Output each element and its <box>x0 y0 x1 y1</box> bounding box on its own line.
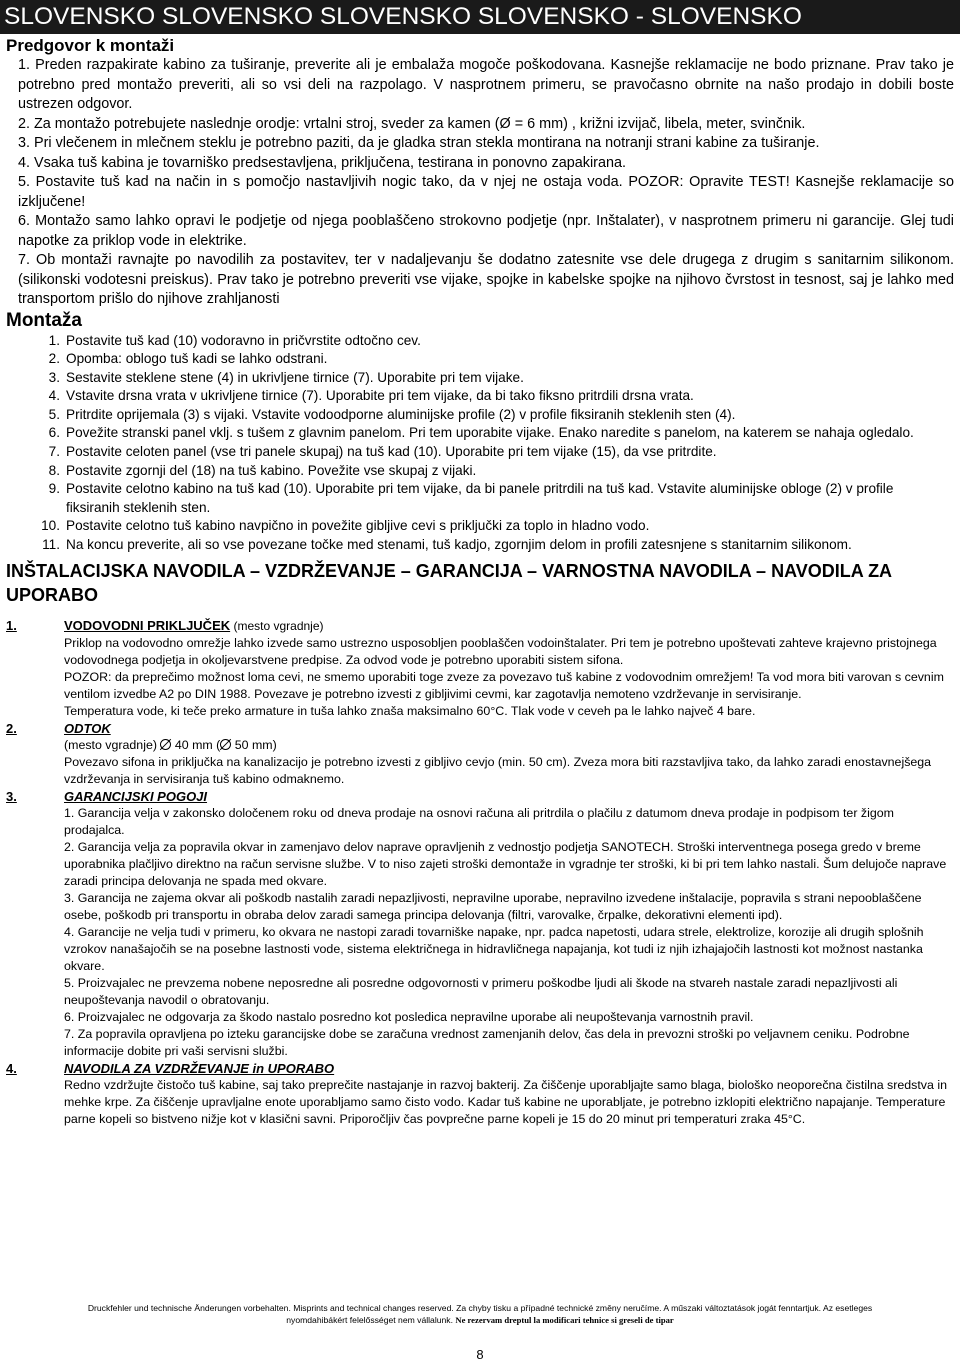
language-banner: SLOVENSKO SLOVENSKO SLOVENSKO SLOVENSKO - SLOVENSKO <box>0 0 960 34</box>
section-heading <box>6 1060 960 1077</box>
preface-item: 6. Montažo samo lahko opravi le podjetje od njega pooblaščeno strokovno podjetje (npr. Inštalater), v nasprotnem primeru ni garancije. Glej tudi napotke za priklop vode in elektrike. <box>18 213 954 249</box>
preface-item: 1. Preden razpakirate kabino za tuširanje, preverite ali je embalaža mogoče poškodovana. Kasnejše reklamacije ne bodo priznane. Prav tako je potrebno pred montažo preveriti, ali so vsi deli na razpolago. V nasprotnem primeru, se pravočasno obrnite na našo prodajo in dobili boste ustrezen odgovor. <box>18 57 954 112</box>
step-number: 6. <box>48 425 60 441</box>
list-item <box>0 424 948 443</box>
step-text: Vstavite drsna vrata v ukrivljene tirnice (7). Uporabite pri tem vijake, da bi tako fiksno pritrdili drsna vrata. <box>66 388 694 404</box>
paragraph: Povezavo sifona in priključka na kanalizacijo je potrebno izvesti z gibljivo cevjo (min. 50 cm). Zveza mora biti razstavljiva tako, da lahko zaradi enostavnejšega vzdrževanja in servisiranja tuš kabino odmaknemo. <box>64 754 932 786</box>
diameter-icon <box>220 739 231 750</box>
step-number: 10. <box>41 518 60 534</box>
section-title: NAVODILA ZA VZDRŽEVANJE in UPORABO <box>64 1060 335 1076</box>
paragraph: 3. Garancija ne zajema okvar ali poškodb nastalih zaradi nepazljivosti, nepravilne uporabe, nepravilno izvedene inštalacije, popravila s strani nepooblaščene osebe, poškodb pri transportu in obraba delov zaradi samega principa delovanja (filtri, varovalke, črpalke, dekorativni elementi ipd). <box>64 890 922 922</box>
section-number: 2. <box>6 720 17 736</box>
list-item <box>0 406 948 425</box>
section-number: 4. <box>6 1060 17 1076</box>
section-drain <box>0 720 960 788</box>
paragraph: 2. Garancija velja za popravila okvar in zamenjavo delov naprave opravljenih z vednostjo podjetja SANOTECH. Stroški interventnega posega gredo v breme uporabnika plačljivo direktno na račun servisne službe. V to niso zajeti stroški demontaže in vgradnje ter stroški, ki bi pri tem lahko nastali. Šum delujoče naprave zaradi principa delovanja ne spada med okvare. <box>64 839 947 888</box>
section-heading <box>6 617 960 635</box>
list-item <box>0 517 948 536</box>
step-text: Postavite zgornji del (18) na tuš kabino. Povežite vse skupaj z vijaki. <box>66 462 477 478</box>
section-water-connection <box>0 617 960 720</box>
step-number: 2. <box>48 351 60 367</box>
step-number: 3. <box>48 369 60 385</box>
step-text: Postavite celotno kabino na tuš kad (10). Uporabite pri tem vijake, da bi panele pritrdili na tuš kad. Vstavite aluminijske obloge (2) v profile fiksiranih steklenih sten. <box>66 481 894 515</box>
footer-disclaimer <box>0 1302 960 1326</box>
preface-item: 4. Vsaka tuš kabina je tovarniško predsestavljena, priključena, testirana in ponovno zapakirana. <box>18 154 626 171</box>
section-title: GARANCIJSKI POGOJI <box>64 788 208 804</box>
paragraph: 5. Proizvajalec ne prevzema nobene neposredne ali posredne odgovornosti v primeru poškodbe ljudi ali škode na stvareh nastale zaradi nepazljivosti ali neupoštevanja navodil o obratovanju. <box>64 975 898 1007</box>
step-text: Opomba: oblogo tuš kadi se lahko odstrani. <box>66 351 328 367</box>
preface-title: Predgovor k montaži <box>6 36 175 55</box>
list-item <box>0 369 948 388</box>
footer-line <box>0 1314 960 1326</box>
text-fragment: (mesto vgradnje) <box>64 737 161 752</box>
paragraph: 1. Garancija velja v zakonsko določenem roku od dneva prodaje na osnovi računa ali pritrdila o plačilu z datumom dneva prodaje in podpisom ter žigom prodajalca. <box>64 805 894 837</box>
list-item <box>0 332 948 351</box>
section-body <box>64 737 952 788</box>
paragraph: 7. Za popravila opravljena po izteku garancijske dobe se zaračuna vrednost zamenjanih delov, čas dela in prevozni stroški po veljavnem ceniku. Podrobne informacije dobite pri vaši servisni službi. <box>64 1026 910 1058</box>
list-item <box>0 536 948 555</box>
section-number: 1. <box>6 617 17 633</box>
instructions-title: INŠTALACIJSKA NAVODILA – VZDRŽEVANJE – GARANCIJA – VARNOSTNA NAVODILA – NAVODILA ZA UPORABO <box>6 560 892 605</box>
step-number: 8. <box>48 462 60 478</box>
list-item <box>0 387 948 406</box>
step-number: 7. <box>48 444 60 460</box>
list-item <box>0 462 948 481</box>
footer-fragment: Ne rezervam dreptul la modificari tehnice si greseli de tipar <box>455 1315 674 1325</box>
section-title: VODOVODNI PRIKLJUČEK <box>64 617 231 633</box>
diameter-icon <box>160 739 171 750</box>
step-text: Na koncu preverite, ali so vse povezane točke med stenami, tuš kadjo, zgornjim delom in profili zatesnjene s stanitarnim silikonom. <box>66 537 852 553</box>
footer-line: Druckfehler und technische Änderungen vorbehalten. Misprints and technical changes reserved. Za chyby tisku a případné technické změny neručíme. A műszaki változtatások jogát fenntartjuk. Az esetleges <box>87 1303 873 1313</box>
section-number: 3. <box>6 788 17 804</box>
preface-item: 3. Pri vlečenem in mlečnem steklu je potrebno paziti, da je gladka stran stekla montirana na notranji strani kabine za tuširanje. <box>18 135 820 151</box>
section-maintenance <box>0 1060 960 1128</box>
preface-list <box>18 56 954 310</box>
preface-item: 2. Za montažo potrebujete naslednje orodje: vrtalni stroj, sveder za kamen (Ø = 6 mm) , križni izvijač, libela, meter, svinčnik. <box>18 115 806 132</box>
list-item <box>0 443 948 462</box>
step-text: Sestavite steklene stene (4) in ukrivljene tirnice (7). Uporabite pri tem vijake. <box>66 369 524 385</box>
section-subtitle: (mesto vgradnje) <box>230 618 324 633</box>
step-text: Povežite stranski panel vklj. s tušem z glavnim panelom. Pri tem uporabite vijake. Enako naredite s panelom, na katerem se nahaja ogledalo. <box>66 425 914 441</box>
step-number: 5. <box>48 406 60 422</box>
text-fragment: 50 mm) <box>231 737 277 752</box>
paragraph: Temperatura vode, ki teče preko armature in tuša lahko znaša maksimalno 60°C. Tlak vode v ceveh pa le lahko največ 4 bare. <box>64 703 756 718</box>
step-text: Postavite celoten panel (vse tri panele skupaj) na tuš kad (10). Uporabite pri tem vijake (15), da vse pritrdite. <box>66 444 717 460</box>
section-body <box>64 1077 952 1128</box>
step-text: Postavite tuš kad (10) vodoravno in pričvrstite odtočno cev. <box>66 332 421 348</box>
step-number: 4. <box>48 388 60 404</box>
paragraph: POZOR: da preprečimo možnost loma cevi, ne smemo uporabiti toge zveze za povezavo tuš kabine z vodovodnim omrežjem! Ta vod mora biti varovan s cevnim ventilom izvedbe A2 po DIN 1988. Povezave je potrebno izvesti z gibljivimi cevmi, kar zagotavlja nemoteno vzdrževanje in servisiranje. <box>64 669 944 701</box>
paragraph: Priklop na vodovodno omrežje lahko izvede samo ustrezno usposobljen pooblaščen vodoinštalater. Pri tem je potrebno upoštevati zahteve krajevno pristojnega vodovodnega podjetja in okoljevarstvene predpise. Za odvod vode je potrebno uporabiti sistem sifona. <box>64 635 937 667</box>
section-heading <box>6 788 960 805</box>
preface-item: 7. Ob montaži ravnajte po navodilih za postavitev, ter v nadaljevanju še dodatno zatesnite vse dele drugega z drugim s sanitarnim silikonom. (silikonski vodotesni preiskus). Prav tako je potrebno preveriti vse vijake, spojke in kabelske spojke na njihovo čvrstost in tesnost, saj je lahko med transportom prišlo do njihove zrahljanosti <box>18 252 954 307</box>
page-number: 8 <box>476 1347 484 1362</box>
montaza-steps <box>0 332 948 555</box>
paragraph: 6. Proizvajalec ne odgovarja za škodo nastalo posredno kot posledica nepravilne uporabe ali neupoštevanja varnostnih pravil. <box>64 1009 754 1024</box>
section-warranty <box>0 788 960 1060</box>
section-body <box>64 635 952 720</box>
step-text: Postavite celotno tuš kabino navpično in povežite gibljive cevi s priključki za toplo in hladno vodo. <box>66 518 650 534</box>
section-title: ODTOK <box>64 720 111 736</box>
footer-fragment: nyomdahibákért felelősséget nem vállalunk. <box>286 1315 456 1325</box>
list-item <box>0 350 948 369</box>
montaza-title: Montaža <box>6 309 82 331</box>
preface-item: 5. Postavite tuš kad na način in s pomočjo nastavljivih nogic tako, da v njej ne ostaja voda. POZOR: Opravite TEST! Kasnejše reklamacije so izključene! <box>18 174 954 210</box>
text-fragment: 40 mm ( <box>171 737 221 752</box>
step-number: 9. <box>48 481 60 497</box>
step-number: 11. <box>42 537 60 553</box>
paragraph: Redno vzdržujte čistočo tuš kabine, saj tako preprečite nastajanje in razvoj bakterij. Za čiščenje uporabljajte samo blaga, biološko neoporečna čistilna sredstva in mehke krpe. Za čiščenje upravljalne enote uporabljamo samo čisto vodo. Kadar tuš kabine ne uporabljate, je potrebno izklopiti električno napajanje. Temperature parne kopeli so bistveno nižje kot v klasični savni. Priporočljiv čas povprečne parne kopeli je 15 do 20 minut pri temperaturi zraka 45°C. <box>64 1077 947 1126</box>
section-heading <box>6 720 960 737</box>
list-item <box>0 480 948 517</box>
paragraph: 4. Garancije ne velja tudi v primeru, ko okvara ne nastopi zaradi tovarniške napake, npr. padca napetosti, udara strele, elektrolize, korozije ali drugih splošnih vzrokov nanašajočih se na posebne lastnosti vode, sistema električnega in hidravličnega napajanja, kot tudi iz njih izhajajočih lastnosti kot možnost nastanka okvare. <box>64 924 924 973</box>
drain-diameter-line <box>64 737 952 754</box>
section-body <box>64 805 952 1060</box>
step-text: Pritrdite oprijemala (3) s vijaki. Vstavite vodoodporne aluminijske profile (2) v profile fiksiranih steklenih sten (4). <box>66 406 736 422</box>
step-number: 1. <box>48 332 60 348</box>
